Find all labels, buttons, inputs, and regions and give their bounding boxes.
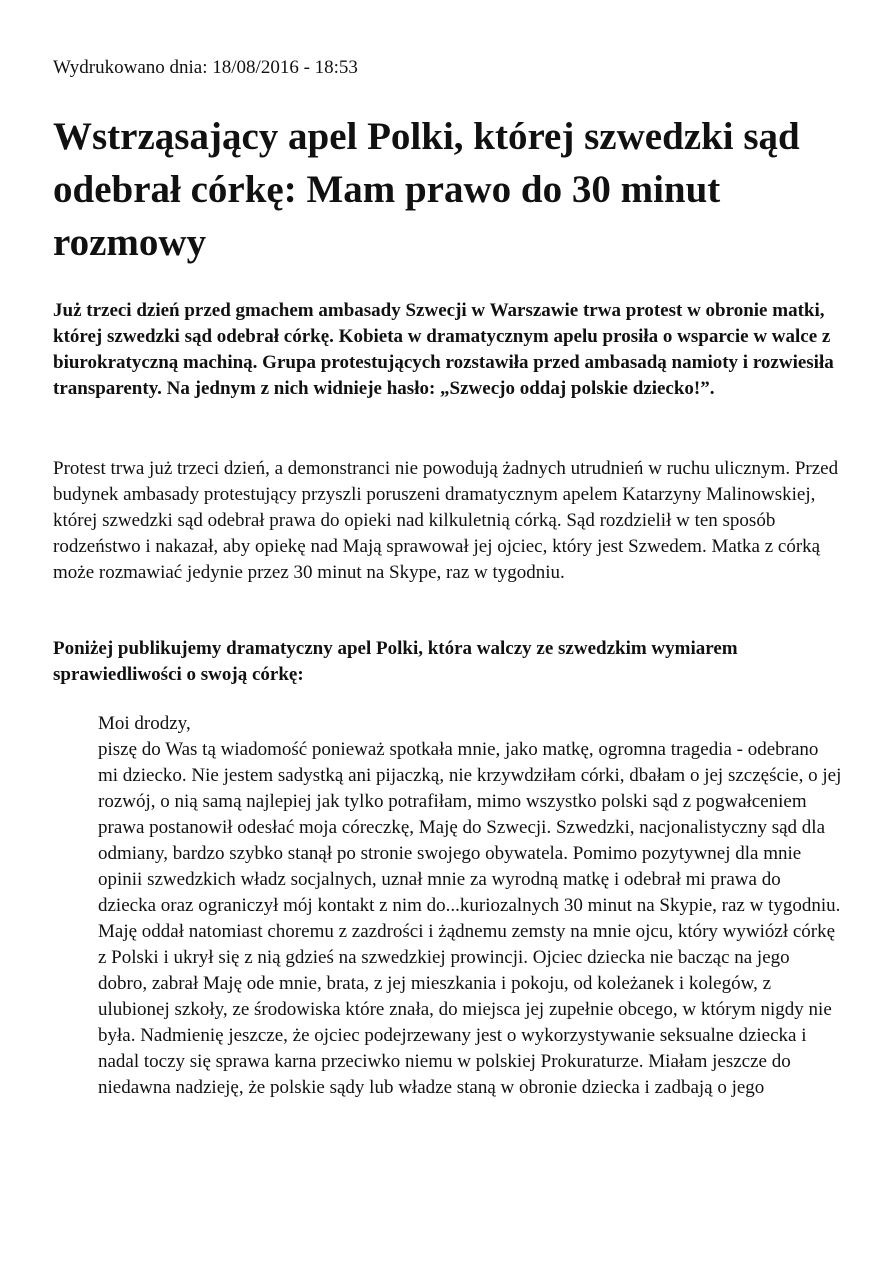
letter-intro-heading: Poniżej publikujemy dramatyczny apel Polki, która walczy ze szwedzkim wymiarem sprawiedliwości o swoją córkę: <box>53 638 738 685</box>
print-date: Wydrukowano dnia: 18/08/2016 - 18:53 <box>53 57 358 78</box>
article-body-paragraph: Protest trwa już trzeci dzień, a demonstranci nie powodują żadnych utrudnień w ruchu ulicznym. Przed budynek ambasady protestujący przyszli poruszeni dramatycznym apelem Katarzyny Malinowskiej, której szwedzki sąd odebrał prawa do opieki nad kilkuletnią córką. Sąd rozdzielił w ten sposób rodzeństwo i nakazał, aby opiekę nad Mają sprawował jej ojciec, który jest Szwedem. Matka z córką może rozmawiać jedynie przez 30 minut na Skype, raz w tygodniu. <box>53 458 839 583</box>
article-lead: Już trzeci dzień przed gmachem ambasady Szwecji w Warszawie trwa protest w obronie matki, której szwedzki sąd odebrał córkę. Kobieta w dramatycznym apelu prosiła o wsparcie w walce z biurokratyczną machiną. Grupa protestujących rozstawiła przed ambasadą namioty i rozwiesiła transparenty. Na jednym z nich widnieje hasło: „Szwecjo oddaj polskie dziecko!”. <box>53 300 834 399</box>
letter-greeting: Moi drodzy, <box>98 713 191 734</box>
letter-text: piszę do Was tą wiadomość ponieważ spotkała mnie, jako matkę, ogromna tragedia - odebrano mi dziecko. Nie jestem sadystką ani pijaczką, nie krzywdziłam córki, dbałam o jej szczęście, o jej rozwój, o nią samą najlepiej jak tylko potrafiłam, mimo wszystko polski sąd z pogwałceniem prawa postanowił odesłać moja córeczkę, Maję do Szwecji. Szwedzki, nacjonalistyczny sąd dla odmiany, bardzo szybko stanął po stronie swojego obywatela. Pomimo pozytywnej dla mnie opinii szwedzkich władz socjalnych, uznał mnie za wyrodną matkę i odebrał mi prawa do dziecka oraz ograniczył mój kontakt z nim do...kuriozalnych 30 minut na Skypie, raz w tygodniu. Maję oddał natomiast choremu z zazdrości i żądnemu zemsty na mnie ojcu, który wywiózł córkę z Polski i ukrył się z nią gdzieś na szwedzkiej prowincji. Ojciec dziecka nie bacząc na jego dobro, zabrał Maję ode mnie, brata, z jej mieszkania i pokoju, od koleżanek i kolegów, z ulubionej szkoły, ze środowiska które znała, do miejsca jej zupełnie obcego, w którym nigdy nie była. Nadmienię jeszcze, że ojciec podejrzewany jest o wykorzystywanie seksualne dziecka i nadal toczy się sprawa karna przeciwko niemu w polskiej Prokuraturze. Miałam jeszcze do niedawna nadzieję, że polskie sądy lub władze staną w obronie dziecka i zadbają o jego <box>98 739 842 1098</box>
article-title: Wstrząsający apel Polki, której szwedzki sąd odebrał córkę: Mam prawo do 30 minut rozmowy <box>53 115 800 264</box>
letter-quote <box>98 711 843 1101</box>
